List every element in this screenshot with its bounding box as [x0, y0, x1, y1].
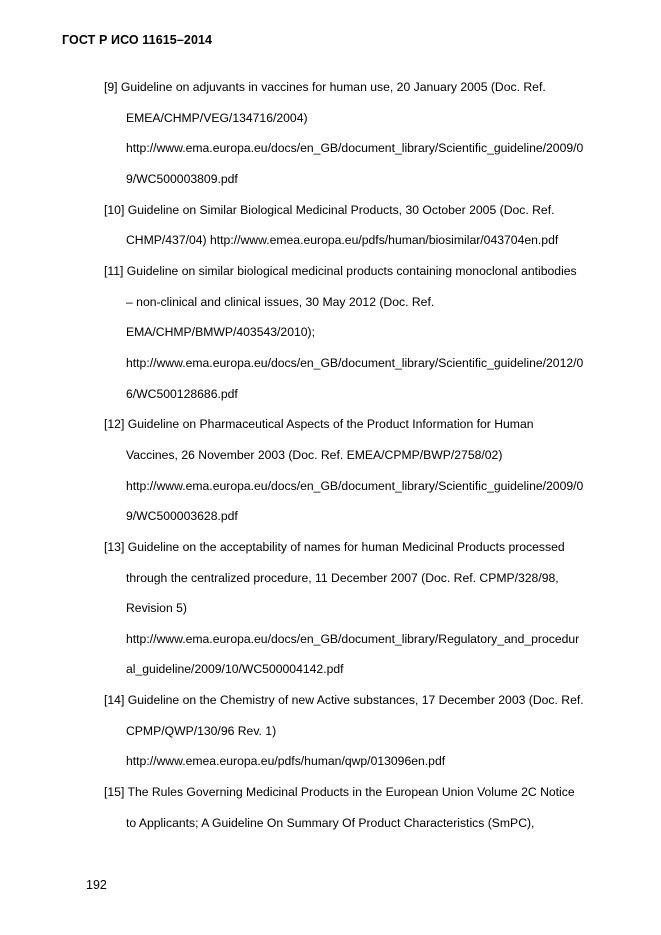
reference-10-line-2: CHMP/437/04) http://www.emea.europa.eu/pdfs/human/biosimilar/043704en.pdf — [126, 233, 559, 247]
reference-9-line-3: http://www.ema.europa.eu/docs/en_GB/document_library/Scientific_guideline/2009/0 — [126, 141, 584, 155]
reference-11-line-5: 6/WC500128686.pdf — [126, 387, 238, 401]
reference-9-line-4: 9/WC500003809.pdf — [126, 172, 238, 186]
reference-13-line-1: [13] Guideline on the acceptability of names for human Medicinal Products processed — [104, 540, 565, 554]
reference-9-line-2: EMEA/CHMP/VEG/134716/2004) — [126, 111, 308, 125]
reference-14-line-3: http://www.emea.europa.eu/pdfs/human/qwp/013096en.pdf — [126, 754, 446, 768]
reference-11-line-4: http://www.ema.europa.eu/docs/en_GB/document_library/Scientific_guideline/2012/0 — [126, 356, 584, 370]
reference-12-line-4: 9/WC500003628.pdf — [126, 509, 238, 523]
reference-14-line-1: [14] Guideline on the Chemistry of new Active substances, 17 December 2003 (Doc. Ref. — [104, 693, 584, 707]
reference-12-line-2: Vaccines, 26 November 2003 (Doc. Ref. EMEA/CPMP/BWP/2758/02) — [126, 448, 503, 462]
reference-12-line-3: http://www.ema.europa.eu/docs/en_GB/document_library/Scientific_guideline/2009/0 — [126, 479, 584, 493]
reference-9-line-1: [9] Guideline on adjuvants in vaccines for human use, 20 January 2005 (Doc. Ref. — [104, 80, 546, 94]
reference-11-line-3: EMA/CHMP/BMWP/403543/2010); — [126, 325, 315, 339]
reference-12-line-1: [12] Guideline on Pharmaceutical Aspects of the Product Information for Human — [104, 417, 534, 431]
reference-10-line-1: [10] Guideline on Similar Biological Medicinal Products, 30 October 2005 (Doc. Ref. — [104, 203, 555, 217]
page-number: 192 — [86, 878, 107, 892]
reference-15-line-2: to Applicants; A Guideline On Summary Of Product Characteristics (SmPC), — [126, 816, 535, 830]
reference-13-line-4: http://www.ema.europa.eu/docs/en_GB/document_library/Regulatory_and_procedur — [126, 632, 580, 646]
reference-11-line-2: – non-clinical and clinical issues, 30 May 2012 (Doc. Ref. — [126, 295, 435, 309]
reference-13-line-2: through the centralized procedure, 11 December 2007 (Doc. Ref. CPMP/328/98, — [126, 571, 559, 585]
document-header: ГОСТ Р ИСО 11615–2014 — [62, 33, 213, 47]
reference-13-line-5: al_guideline/2009/10/WC500004142.pdf — [126, 662, 344, 676]
reference-15-line-1: [15] The Rules Governing Medicinal Products in the European Union Volume 2C Notice — [104, 785, 575, 799]
reference-13-line-3: Revision 5) — [126, 601, 187, 615]
reference-14-line-2: CPMP/QWP/130/96 Rev. 1) — [126, 724, 277, 738]
reference-11-line-1: [11] Guideline on similar biological medicinal products containing monoclonal antibodies — [104, 264, 577, 278]
